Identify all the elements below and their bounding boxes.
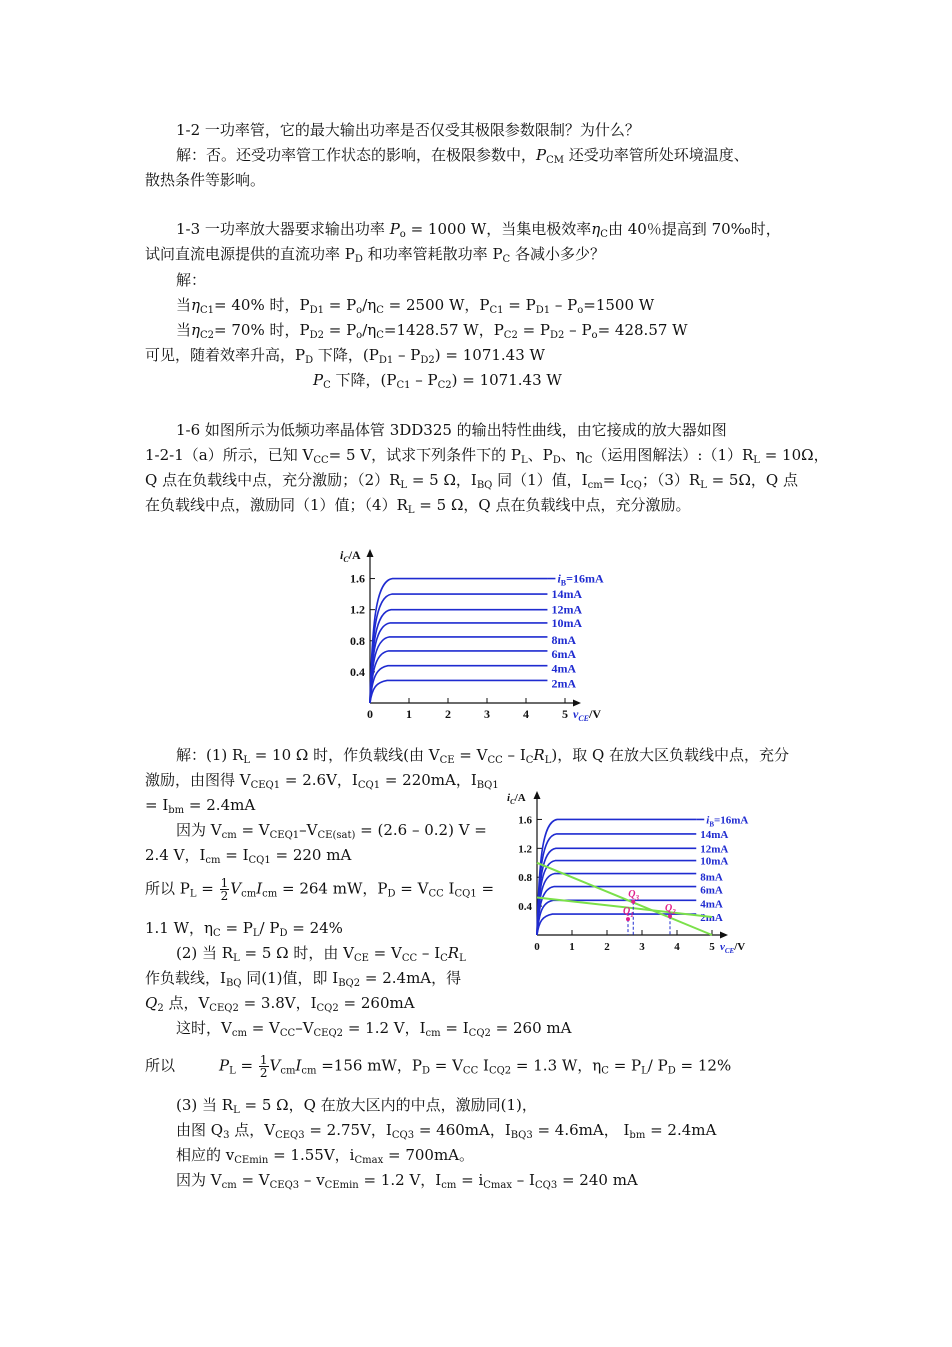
curve-label: 2mA [700, 912, 723, 925]
ib-curve [370, 680, 547, 703]
sol-line13: (3) 当 $R_L = 5$ Ω，Q 在放大区内的中点，激励同(1)， [176, 1096, 537, 1116]
q12-answer-cont: 散热条件等影响。 [145, 171, 266, 189]
curve-label: 2mA [551, 676, 577, 691]
sol-line7: 1.1 W，$\eta_C = P_L/$ $P_D = 24\%$ [145, 919, 343, 939]
curve-label: 4mA [700, 898, 723, 911]
x-tick-label: 4 [523, 707, 529, 721]
ib-curve [370, 651, 547, 703]
y-tick-label: 1.6 [350, 571, 365, 586]
y-axis-label: $i_C/A$ [507, 792, 526, 806]
sol-line6: 所以 $P_L$ = $\frac{1}{2}$ $V_{cm}I_{cm} = 264$ mW，$P_D = V_{CC}$ $I_{CQ1}$ = [145, 876, 495, 903]
x-axis-label: $v_{CE}/V$ [573, 707, 601, 723]
fraction-half: $\frac{1}{2}$ [220, 876, 229, 903]
q-label: $Q_1$ [623, 906, 634, 920]
sol-line4: 因为 $V_{cm} = V_{CEQ1}-V_{CE(sat)} = (2.6 - 0.2) V$ = [176, 821, 487, 841]
curve-label: $i_B=16mA$ [557, 571, 604, 588]
output-characteristics-chart [330, 535, 630, 725]
curve-label: 6mA [700, 884, 723, 897]
ib-curve [370, 623, 547, 703]
curve-label: 14mA [551, 587, 583, 602]
sol-line14: 由图 $Q_3$ 点，$V_{CEQ3} = 2.75V$，$I_{CQ3} = 460mA$，$I_{BQ3} = 4.6mA$， $I_{bm} = 2.4mA$ [176, 1121, 717, 1141]
curve-label: $i_B=16mA$ [706, 814, 749, 829]
curve-label: 8mA [551, 632, 577, 647]
curve-label: 10mA [700, 855, 729, 868]
sol-line16: 因为 $V_{cm} = V_{CEQ3} - v_{CEmin} = 1.2$ V，$I_{cm} = i_{Cmax} - I_{CQ3} = 240$ mA [176, 1171, 638, 1191]
x-tick-label: 5 [709, 941, 715, 953]
load-line-chart [500, 785, 765, 955]
sol-line12: 所以 $P_L$ = $\frac{1}{2}$ $V_{cm}I_{cm} =156$ mW，$P_D = V_{CC}$ $I_{CQ2} = 1.3$ W，$\eta_C = P_L/$ $P_D = 12\%$ [145, 1053, 732, 1080]
y-tick-label: 1.6 [518, 814, 532, 827]
fraction-half-2: $\frac{1}{2}$ [259, 1053, 268, 1080]
x-tick-label: 2 [445, 707, 451, 721]
q12-answer: 解：否。还受功率管工作状态的影响，在极限参数中，$P_{CM}$ 还受功率管所处环境温度、 [176, 146, 749, 166]
curve-label: 10mA [551, 615, 583, 630]
curve-label: 8mA [700, 871, 723, 884]
q16-line3: Q 点在负载线中点，充分激励；$(2)R_L = 5$ Ω，$I_{BQ}$ 同（1）值，$I_{cm}= I_{CQ}$；$(3)R_L = 5\Omega$，Q 点 [145, 471, 798, 491]
x-tick-label: 0 [534, 941, 540, 953]
x-tick-label: 3 [484, 707, 490, 721]
curve-label: 6mA [551, 646, 577, 661]
ib-curve [370, 666, 547, 703]
y-axis-arrow [534, 791, 541, 799]
y-tick-label: 0.4 [350, 664, 365, 679]
x-tick-label: 5 [562, 707, 568, 721]
x-axis-arrow [573, 700, 581, 707]
q13-conclusion2: $P_C$ 下降，$(P_{C1} - P_{C2}) = 1071.43$ W [313, 371, 562, 391]
y-tick-label: 1.2 [518, 843, 532, 856]
curve-label: 14mA [700, 828, 729, 841]
q16-line1: 1-6 如图所示为低频功率晶体管 3DD325 的输出特性曲线，由它接成的放大器如图 [176, 421, 727, 439]
ib-curve [537, 874, 696, 935]
curve-label: 4mA [551, 661, 577, 676]
q16-line2: 1-2-1（a）所示，已知 $V_{CC}= 5$ V，试求下列条件下的 $P_L$、$P_D$、$\eta_C$（运用图解法）$:(1)R_L = 10\Omega$， [145, 446, 829, 466]
sol-line8: (2) 当 $R_L = 5$ Ω 时，由 $V_{CE} = V_{CC} - I_CR_L$ [176, 944, 466, 964]
q13-question-cont: 试问直流电源提供的直流功率 $P_D$ 和功率管耗散功率 $P_C$ 各减小多少？ [145, 245, 605, 265]
y-tick-label: 1.2 [350, 602, 365, 617]
ib-curve [537, 914, 696, 935]
q13-conclusion1: 可见，随着效率升高，$P_D$ 下降，$(P_{D1} - P_{D2}) = 1071.43$ W [145, 346, 545, 366]
q13-solution-label: 解： [176, 271, 207, 289]
q13-row1: 当$\eta_{C1}= 40\%$ 时，$P_{D1} = P_o/\eta_C = 2500$ W，$P_{C1} = P_{D1} - P_o=1500$ W [176, 296, 655, 316]
ib-curve [370, 579, 547, 703]
x-tick-label: 3 [639, 941, 645, 953]
sol-line2: 激励，由图得 $V_{CEQ1} = 2.6V$，$I_{CQ1} = 220mA$，$I_{BQ1}$ [145, 771, 499, 791]
x-tick-label: 2 [604, 941, 610, 953]
q13-row2: 当$\eta_{C2}= 70\%$ 时，$P_{D2} = P_o/\eta_C=1428.57$ W，$P_{C2} = P_{D2} - P_o= 428.57$ W [176, 321, 688, 341]
ib-curve [370, 637, 547, 703]
y-tick-label: 0.8 [518, 872, 532, 885]
x-axis-label: $v_{CE}/V$ [720, 941, 746, 955]
x-tick-label: 0 [367, 707, 373, 721]
q12-question: 1-2 一功率管，它的最大输出功率是否仅受其极限参数限制？为什么？ [176, 121, 640, 139]
curve-label: 12mA [700, 843, 729, 856]
sol-line15: 相应的 $v_{CEmin} = 1.55V$，$i_{Cmax} = 700mA$。 [176, 1146, 475, 1166]
sol-line1: 解：(1) $R_L = 10$ Ω 时，作负载线(由 $V_{CE} = V_{CC} - I_CR_L$)，取 Q 在放大区负载线中点，充分 [176, 746, 790, 766]
q-label: $Q_2$ [665, 903, 676, 917]
sol-line11: 这时，$V_{cm} = V_{CC}-V_{CEQ2} = 1.2$ V，$I_{cm} = I_{CQ2} = 260$ mA [176, 1019, 572, 1039]
sol-line10: $Q_2$ 点，$V_{CEQ2} = 3.8V$，$I_{CQ2} = 260mA$ [145, 994, 415, 1014]
sol-line5: 2.4 V，$I_{cm} = I_{CQ1} = 220$ mA [145, 846, 352, 866]
x-tick-label: 1 [569, 941, 575, 953]
curve-label: 12mA [551, 602, 583, 617]
y-axis-label: $i_C/A$ [340, 548, 361, 564]
y-tick-label: 0.4 [518, 901, 532, 914]
sol-line3: = $I_{bm} = 2.4mA$ [145, 796, 256, 816]
q-label: $Q_3$ [628, 888, 639, 902]
q16-line4: 在负载线中点，激励同（1）值；$(4)R_L = 5$ Ω，Q 点在负载线中点，充分激励。 [145, 496, 691, 516]
y-tick-label: 0.8 [350, 633, 365, 648]
sol-line9: 作负载线，$I_{BQ}$ 同(1)值，即 $I_{BQ2} = 2.4mA$，得 [145, 969, 462, 989]
x-tick-label: 1 [406, 707, 412, 721]
q13-question: 1-3 一功率放大器要求输出功率 $P_o = 1000$ W，当集电极效率$\eta_C$由 40％提高到 70‰时， [176, 220, 781, 240]
y-axis-arrow [367, 549, 374, 557]
x-tick-label: 4 [674, 941, 680, 953]
x-axis-arrow [720, 932, 728, 939]
